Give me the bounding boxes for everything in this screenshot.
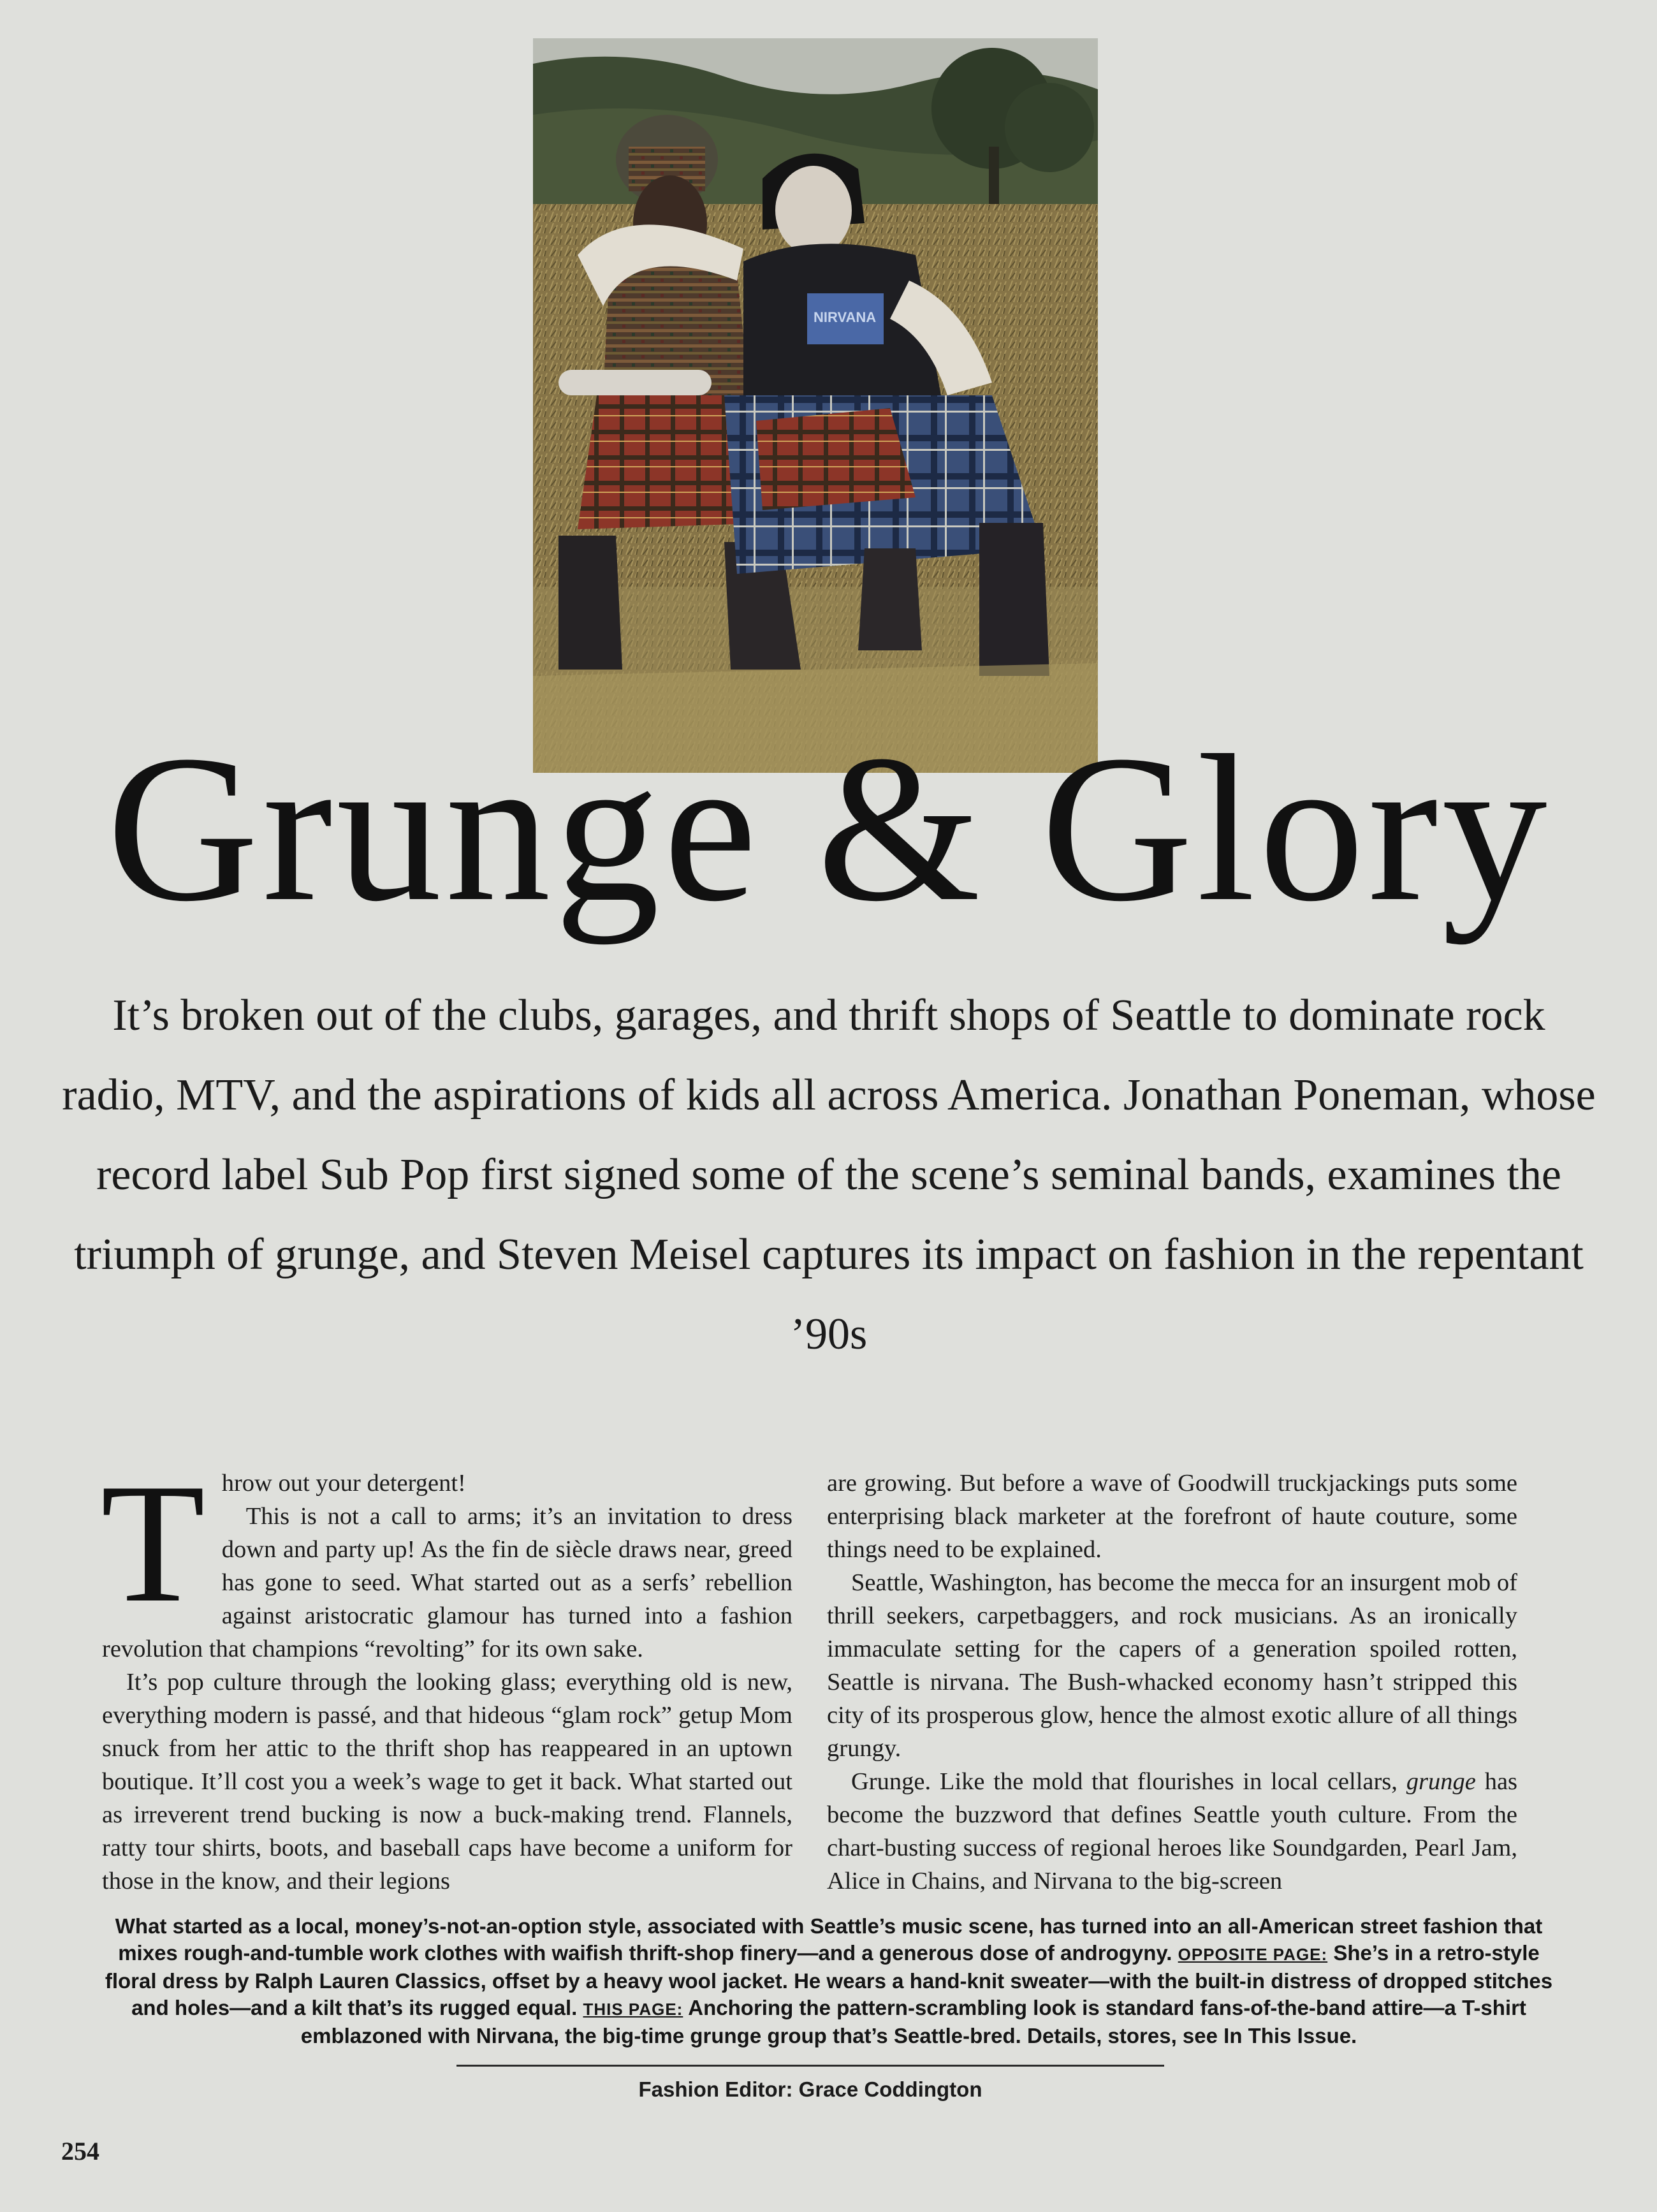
paragraph-part: has become the buzzword that defines Seattle youth culture. From the chart-busting success of regional heroes like Soundgarden, Pearl Jam, Alice in Chains, and Nirvana to the big-screen: [827, 1768, 1518, 1894]
divider-rule: [456, 2065, 1164, 2067]
caption-label-opposite: OPPOSITE PAGE:: [1178, 1945, 1328, 1964]
caption-label-this: THIS PAGE:: [583, 2000, 683, 2019]
photo-caption: [96, 1913, 1562, 2049]
fashion-photo: [533, 38, 1098, 773]
article-paragraph: This is not a call to arms; it’s an invitation to dress down and party up! As the fin de siècle draws near, greed has gone to seed. What started out as a serfs’ rebellion against aristocratic glamour has turned into a fashion revolution that champions “revolting” for its own sake.: [102, 1503, 792, 1662]
opening-line: hrow out your detergent!: [221, 1470, 466, 1497]
article-paragraph: It’s pop culture through the looking glass; everything old is new, everything modern is passé, and that hideous “glam rock” getup Mom snuck from her attic to the thrift shop has reappeared in an uptown boutique. It’ll cost you a week’s wage to get it back. What started out as irreverent trend bucking is now a buck-making trend. Flannels, ratty tour shirts, boots, and baseball caps have become a uniform for those in the know, and their legions: [102, 1669, 792, 1894]
photo-illustration: [533, 38, 1098, 773]
caption-opposite-text: She’s in a retro-style floral dress by Ralph Lauren Classics, offset by a heavy wool jacket. He wears a hand-knit sweater—with the built-in distress of dropped stitches and holes—and a kilt that’s its rugged equal.: [105, 1941, 1553, 2019]
article-paragraph: [827, 1765, 1517, 1898]
article-column-right: [827, 1467, 1517, 1898]
emphasis-word: grunge: [1406, 1768, 1476, 1795]
article-column-left: [101, 1448, 792, 1898]
fashion-editor-credit: Fashion Editor: Grace Coddington: [638, 2077, 982, 2101]
caption-this-text: Anchoring the pattern-scrambling look is standard fans-of-the-band attire—a T-shirt emblazoned with Nirvana, the big-time grunge group that’s Seattle-bred. Details, stores, see In This Issue.: [300, 1996, 1526, 2047]
article-paragraph: are growing. But before a wave of Goodwill truckjackings puts some enterprising black marketer at the forefront of haute couture, some things need to be explained.: [827, 1470, 1517, 1563]
page-number: 254: [61, 2137, 99, 2165]
tshirt-text: NIRVANA: [814, 309, 877, 325]
drop-cap: T: [101, 1448, 205, 1637]
headline: Grunge & Glory: [106, 712, 1551, 945]
article-paragraph: Seattle, Washington, has become the mecca for an insurgent mob of thrill seekers, carpetbaggers, and rock musicians. As an ironically immaculate setting for the capers of a generation spoiled rotten, Seattle is nirvana. The Bush-whacked economy hasn’t stripped this city of its prosperous glow, hence the almost exotic allure of all things grungy.: [827, 1569, 1517, 1762]
paragraph-part: Grunge. Like the mold that flourishes in local cellars,: [851, 1768, 1398, 1795]
caption-intro: What started as a local, money’s-not-an-option style, associated with Seattle’s music scene, has turned into an all-American street fashion that mixes rough-and-tumble work clothes with waifish thrift-shop finery—and a generous dose of androgyny.: [115, 1914, 1543, 1965]
deck-text: It’s broken out of the clubs, garages, and thrift shops of Seattle to dominate rock radio, MTV, and the aspirations of kids all across America. Jonathan Poneman, whose record label Sub Pop first signed some of the scene’s seminal bands, examines the triumph of grunge, and Steven Meisel captures its impact on fashion in the repentant ’90s: [62, 991, 1596, 1359]
